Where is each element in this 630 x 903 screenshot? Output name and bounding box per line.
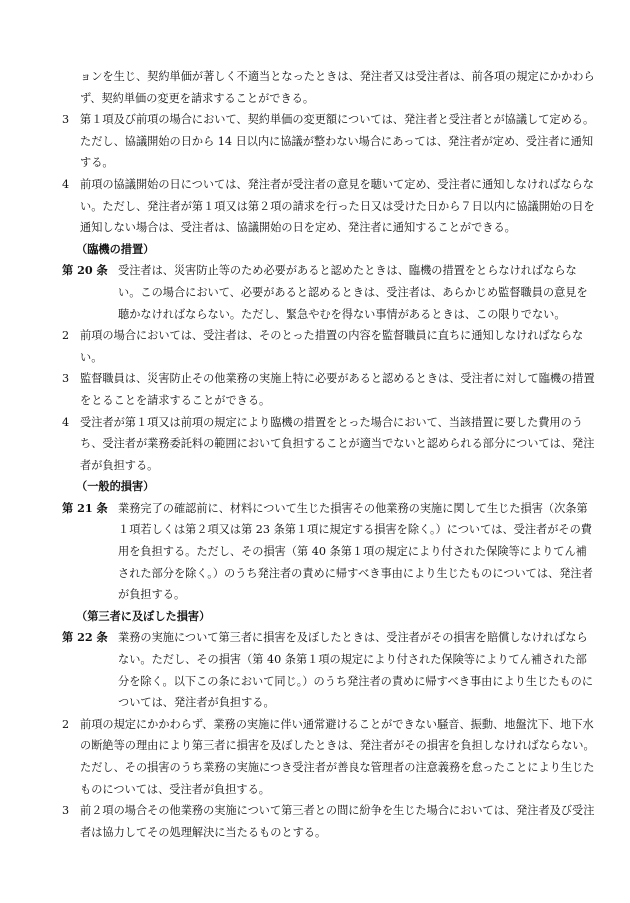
article-number: 第 20 条 — [62, 263, 108, 278]
clause-text: 前項の場合においては、受注者は、そのとった措置の内容を監督職員に直ちに通知しなければならない。 — [80, 329, 584, 364]
clause-number: 4 — [62, 177, 70, 191]
article-number: 第 22 条 — [62, 630, 108, 645]
clause-text: 前２項の場合その他業務の実施について第三者との間に紛争を生じた場合においては、発注者及び受注者は協力してその処理解決に当たるものとする。 — [80, 804, 595, 839]
clause-number: 3 — [62, 804, 70, 818]
article-text: 業務完了の確認前に、材料について生じた損害その他業務の実施に関して生じた損害（次条第１項若しくは第２項又は第 23 条第１項に規定する損害を除く。）については、受注者がその費用を負担する。ただし、その損害（第 40 条第１項の規定により付された保険等によりてん補された部分を除く。）のうち発注者の責めに帰すべき事由により生じたものについては、発注者が負担する。 — [118, 501, 593, 602]
clause-3 — [62, 109, 596, 174]
clause-number: 2 — [62, 329, 70, 343]
article-text: 受注者は、災害防止等のため必要があると認めたときは、臨機の措置をとらなければならない。この場合において、必要があると認めるときは、受注者は、あらかじめ監督職員の意見を聴かなければならない。ただし、緊急やむを得ない事情があるときは、この限りでない。 — [118, 264, 588, 321]
clause-text: 前項の規定にかかわらず、業務の実施に伴い通常避けることができない騒音、振動、地盤沈下、地下水の断絶等の理由により第三者に損害を及ぼしたときは、発注者がその損害を負担しなければならない。ただし、その損害のうち業務の実施につき受注者が善良な管理者の注意義務を怠ったことにより生じたものについては、受注者が負担する。 — [80, 717, 595, 796]
article-text: 業務の実施について第三者に損害を及ぼしたときは、受注者がその損害を賠償しなければならない。ただし、その損害（第 40 条第１項の規定により付された保険等によりてん補された部分を除く。以下この条において同じ。）のうち発注者の責めに帰すべき事由により生じたものについては、発注者が負担する。 — [118, 631, 594, 710]
article-20-clause-4 — [62, 412, 596, 477]
continued-paragraph: ョンを生じ、契約単価が著しく不適当となったときは、発注者又は受注者は、前各項の規定にかかわらず、契約単価の変更を請求することができる。 — [80, 70, 595, 105]
clause-text: 監督職員は、災害防止その他業務の実施上特に必要があると認めるときは、受注者に対して臨機の措置をとることを請求することができる。 — [80, 372, 595, 407]
heading-article-21: （一般的損害） — [76, 479, 155, 494]
clause-number: 3 — [62, 113, 70, 127]
article-22-clause-2 — [62, 714, 596, 800]
heading-article-22: （第三者に及ぼした損害） — [76, 608, 211, 623]
article-number: 第 21 条 — [62, 500, 108, 515]
article-22 — [62, 627, 596, 713]
clause-text: 前項の協議開始の日については、発注者が受注者の意見を聴いて定め、受注者に通知しなければならない。ただし、発注者が第１項又は第２項の請求を行った日又は受けた日から７日以内に協議開始の日を通知しない場合は、受注者は、協議開始の日を定め、発注者に通知することができる。 — [80, 177, 595, 235]
article-20-clause-2 — [62, 325, 596, 368]
clause-4 — [62, 174, 596, 239]
article-22-clause-3 — [62, 800, 596, 843]
clause-number: 2 — [62, 717, 70, 731]
article-21 — [62, 498, 596, 606]
heading-article-20: （臨機の措置） — [76, 241, 155, 256]
article-20 — [62, 260, 596, 325]
clause-number: 4 — [62, 415, 70, 429]
clause-number: 3 — [62, 372, 70, 386]
clause-text: 受注者が第１項又は前項の規定により臨機の措置をとった場合において、当該措置に要した費用のうち、受注者が業務委託料の範囲において負担することが適当でないと認められる部分については、発注者が負担する。 — [80, 415, 595, 472]
article-20-clause-3 — [62, 368, 596, 411]
clause-text: 第１項及び前項の場合において、契約単価の変更額については、発注者と受注者とが協議して定める。ただし、協議開始の日から 14 日以内に協議が整わない場合にあっては、発注者が定め、受注者に通知する。 — [80, 113, 595, 170]
